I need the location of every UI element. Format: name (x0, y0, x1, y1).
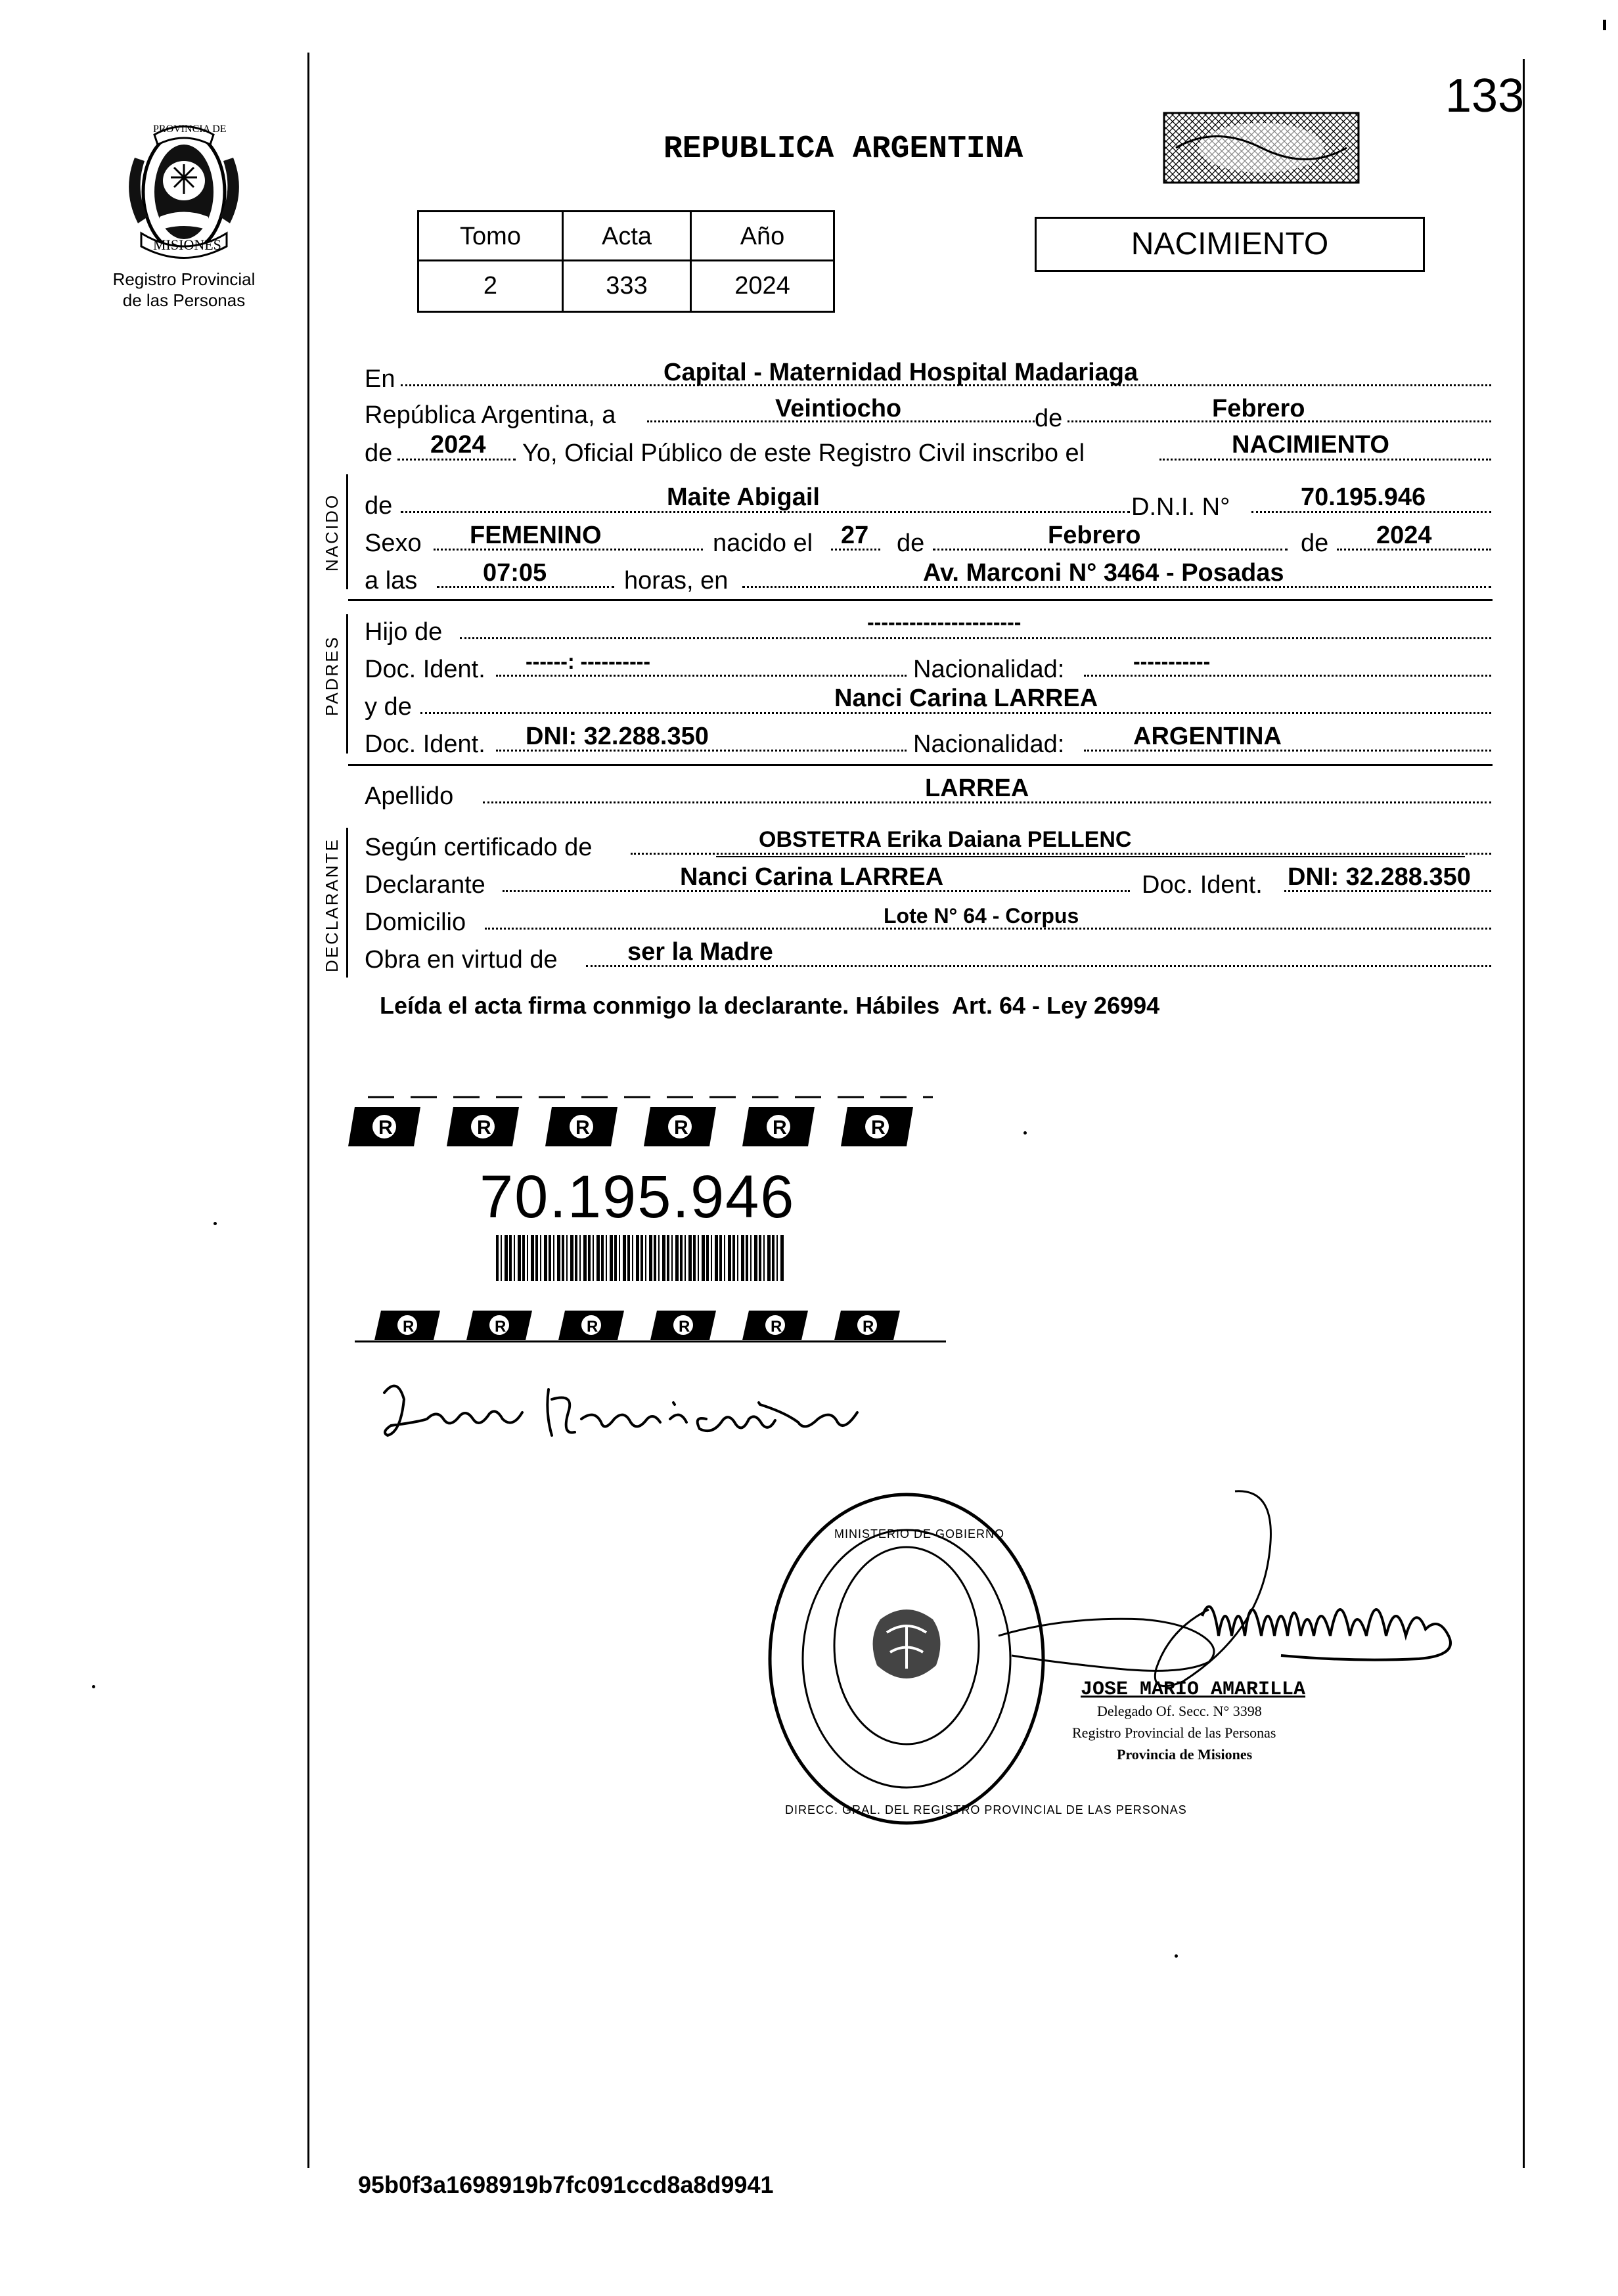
table-header-anio: Año (740, 223, 785, 250)
value-madre-nac: ARGENTINA (1133, 723, 1282, 750)
value-tipo: NACIMIENTO (1232, 431, 1389, 459)
separator-nacido (348, 599, 1493, 601)
label-de-anio-nac: de (1301, 529, 1329, 557)
svg-text:R: R (495, 1318, 506, 1336)
country-title: REPUBLICA ARGENTINA (663, 131, 1023, 167)
corner-mark (1603, 20, 1606, 30)
padres-bracket (346, 614, 348, 754)
value-nombre: Maite Abigail (667, 484, 820, 511)
label-y-de: y de (365, 693, 412, 721)
page-number: 133 (1445, 70, 1525, 122)
value-obra: ser la Madre (627, 938, 773, 966)
label-a-las: a las (365, 567, 418, 595)
label-doc-ident-madre: Doc. Ident. (365, 731, 485, 758)
value-dia-letras: Veintiocho (775, 395, 902, 422)
left-margin-line (307, 53, 309, 2168)
logo-bottom-text: MISIONES (153, 236, 221, 253)
value-lugar-nac: Av. Marconi N° 3464 - Posadas (923, 559, 1284, 587)
label-nacionalidad-madre: Nacionalidad: (913, 731, 1065, 758)
speck (1023, 1131, 1027, 1135)
speck (213, 1222, 217, 1225)
dots-declarante-doc (1284, 890, 1491, 892)
value-anio: 2024 (430, 431, 486, 459)
label-oficial: Yo, Oficial Público de este Registro Civil inscribo el (522, 439, 1085, 467)
label-doc-ident: Doc. Ident. (365, 656, 485, 683)
label-domicilio: Domicilio (365, 909, 466, 936)
value-hora: 07:05 (483, 559, 547, 587)
value-padre-nac: ----------- (1133, 650, 1211, 673)
label-declarante: Declarante (365, 871, 485, 899)
svg-text:R: R (587, 1318, 598, 1336)
label-de-anio: de (365, 439, 393, 467)
nacido-bracket (346, 474, 348, 589)
closing-text: Leída el acta firma conmigo la declarante. Hábiles Art. 64 - Ley 26994 (380, 992, 1160, 1019)
label-nacido-el: nacido el (713, 529, 813, 557)
side-label-nacido: NACIDO (322, 493, 342, 572)
value-declarante: Nanci Carina LARREA (680, 863, 944, 891)
table-header-tomo: Tomo (460, 223, 521, 250)
barcode-number: 70.195.946 (480, 1163, 796, 1230)
speck (92, 1685, 95, 1688)
svg-text:R: R (378, 1117, 393, 1138)
value-dia-nac: 27 (841, 522, 869, 549)
label-republica: República Argentina, a (365, 401, 616, 429)
label-de-mes: de (1035, 405, 1063, 432)
label-en: En (365, 365, 395, 393)
official-line1: Delegado Of. Secc. N° 3398 (1097, 1703, 1262, 1719)
document-hash: 95b0f3a1698919b7fc091ccd8a8d9941 (358, 2171, 774, 2198)
table-value-anio: 2024 (734, 272, 790, 300)
value-apellido: LARREA (925, 775, 1029, 802)
official-line3: Provincia de Misiones (1117, 1746, 1253, 1763)
speck (1175, 1954, 1178, 1958)
table-value-tomo: 2 (483, 272, 498, 300)
separator-padres (348, 764, 1493, 766)
stamp-ring-inner-text: MINISTERIO DE GOBIERNO (834, 1527, 1005, 1541)
label-apellido: Apellido (365, 782, 454, 810)
label-segun: Según certificado de (365, 834, 593, 861)
value-certificado: OBSTETRA Erika Daiana PELLENC (759, 827, 1132, 852)
value-madre-doc: DNI: 32.288.350 (526, 723, 709, 750)
declarant-signature (378, 1373, 864, 1445)
svg-text:R: R (477, 1117, 491, 1138)
label-sexo: Sexo (365, 529, 422, 557)
value-lugar: Capital - Maternidad Hospital Madariaga (663, 359, 1138, 386)
label-de-mes-nac: de (897, 529, 925, 557)
value-padre-doc: ------: ---------- (526, 650, 651, 673)
logo-top-text: PROVINCIA DE (153, 124, 227, 135)
stamp-ring-outer-text: DIRECC. GRAL. DEL REGISTRO PROVINCIAL DE LAS PERSONAS (785, 1803, 1187, 1816)
value-mes-nac: Febrero (1048, 522, 1141, 549)
svg-text:R: R (679, 1318, 690, 1336)
value-domicilio: Lote N° 64 - Corpus (884, 904, 1079, 928)
label-nacionalidad: Nacionalidad: (913, 656, 1065, 683)
label-dni: D.N.I. N° (1131, 493, 1230, 521)
document-type-box: NACIMIENTO (1035, 217, 1425, 272)
right-margin-line (1523, 59, 1525, 2168)
side-label-declarante: DECLARANTE (322, 838, 342, 972)
value-sexo: FEMENINO (470, 522, 602, 549)
svg-text:R: R (863, 1318, 874, 1336)
label-hijo-de: Hijo de (365, 618, 443, 646)
svg-text:R: R (871, 1117, 886, 1138)
value-anio-nac: 2024 (1376, 522, 1432, 549)
official-line2: Registro Provincial de las Personas (1072, 1724, 1276, 1741)
province-logo (115, 118, 253, 269)
value-declarante-doc: DNI: 32.288.350 (1288, 863, 1471, 891)
security-band-bottom (355, 1304, 946, 1357)
value-padre: ---------------------- (867, 610, 1022, 634)
svg-text:R: R (575, 1117, 590, 1138)
declarante-bracket (346, 828, 348, 978)
label-horas-en: horas, en (624, 567, 729, 595)
value-dni: 70.195.946 (1301, 484, 1426, 511)
table-header-acta: Acta (601, 223, 652, 250)
official-name: JOSE MARIO AMARILLA (1081, 1678, 1306, 1701)
certificado-underline (716, 856, 1465, 857)
side-label-padres: PADRES (322, 635, 342, 716)
value-madre: Nanci Carina LARREA (834, 685, 1098, 712)
label-obra: Obra en virtud de (365, 946, 558, 974)
svg-text:R: R (674, 1117, 688, 1138)
table-value-acta: 333 (606, 272, 648, 300)
security-hologram (1163, 112, 1360, 184)
security-band-top (355, 1091, 946, 1156)
barcode (496, 1235, 785, 1281)
dots-padre (460, 637, 1491, 639)
svg-text:R: R (403, 1318, 415, 1336)
logo-caption-line1: Registro Provincial (112, 269, 256, 289)
label-doc-ident-declarante: Doc. Ident. (1142, 871, 1263, 899)
logo-caption-line2: de las Personas (122, 290, 246, 310)
value-mes: Febrero (1212, 395, 1305, 422)
label-de-nombre: de (365, 492, 393, 520)
svg-text:R: R (771, 1318, 782, 1336)
svg-text:R: R (773, 1117, 787, 1138)
